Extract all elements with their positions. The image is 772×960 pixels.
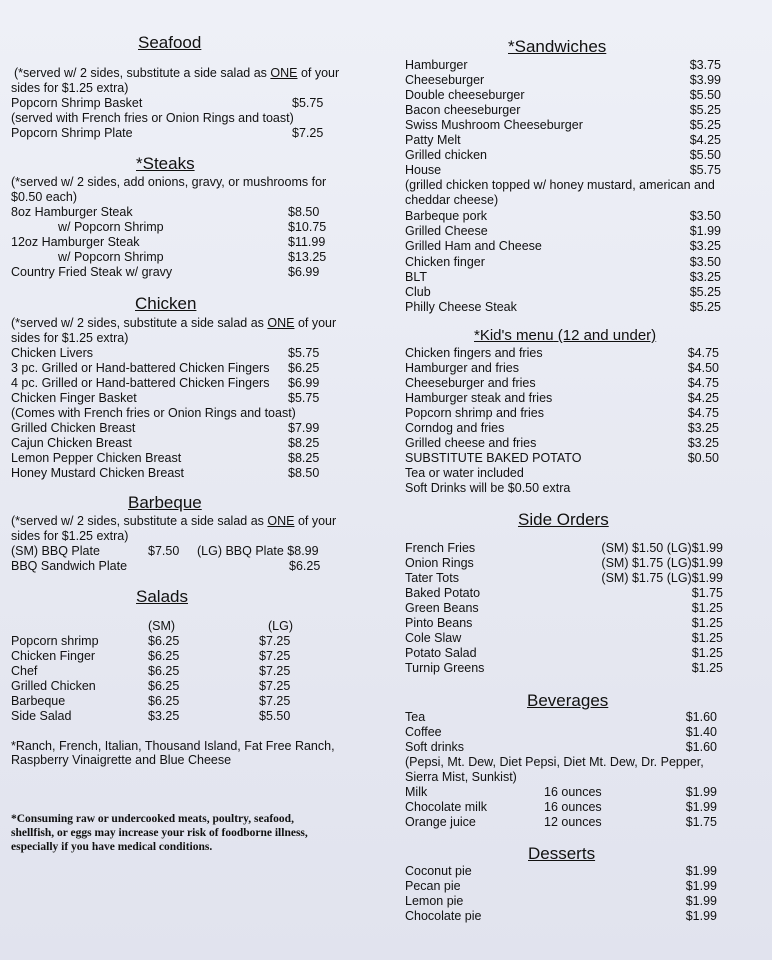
- menu-price: $1.99: [685, 909, 717, 923]
- menu-item: Barbeque: [11, 694, 66, 708]
- menu-price: $7.25: [259, 679, 291, 693]
- menu-item: Grilled Chicken: [11, 679, 96, 693]
- menu-price: $1.99: [685, 894, 717, 908]
- menu-item: Patty Melt: [405, 133, 461, 147]
- chicken-heading: Chicken: [135, 294, 197, 313]
- menu-item: Grilled cheese and fries: [405, 436, 537, 450]
- menu-item: Onion Rings: [405, 556, 474, 570]
- menu-item: (SM) BBQ Plate: [11, 544, 100, 558]
- menu-price: $1.60: [685, 710, 717, 724]
- beverage-size: 16 ounces: [544, 785, 602, 799]
- menu-price: $6.99: [288, 376, 320, 390]
- menu-item: House: [405, 163, 442, 177]
- menu-item: Hamburger: [405, 58, 468, 72]
- menu-item: (LG) BBQ Plate $8.99: [197, 544, 319, 558]
- dressing-note: *Ranch, French, Italian, Thousand Island, Fat Free Ranch,: [11, 739, 335, 753]
- menu-price: $7.25: [292, 126, 324, 140]
- salads-col-sm: (SM): [148, 619, 176, 633]
- beverage-size: 16 ounces: [544, 800, 602, 814]
- menu-item: Pecan pie: [405, 879, 461, 893]
- menu-item: Chocolate pie: [405, 909, 482, 923]
- menu-price: $8.25: [288, 451, 320, 465]
- menu-price: $1.99: [685, 879, 717, 893]
- menu-price: $3.99: [689, 73, 721, 87]
- menu-item: Double cheeseburger: [405, 88, 525, 102]
- menu-price: $13.25: [288, 250, 327, 264]
- steaks-heading: *Steaks: [136, 154, 195, 173]
- menu-price: $6.25: [148, 694, 180, 708]
- menu-price: $1.99: [685, 785, 717, 799]
- menu-price: $7.25: [259, 664, 291, 678]
- menu-price: $4.25: [689, 133, 721, 147]
- barbeque-note: (*served w/ 2 sides, substitute a side salad as ONE of your: [11, 514, 337, 528]
- menu-item: 8oz Hamburger Steak: [11, 205, 133, 219]
- menu-price: $6.99: [288, 265, 320, 279]
- menu-price: $4.50: [687, 361, 719, 375]
- barbeque-note-2: sides for $1.25 extra): [11, 529, 129, 543]
- menu-price: $1.25: [691, 631, 723, 645]
- menu-item: Green Beans: [405, 601, 479, 615]
- warning-line: especially if you have medical conditions.: [11, 841, 213, 853]
- menu-note: (served with French fries or Onion Rings and toast): [11, 111, 294, 125]
- menu-item: Orange juice: [405, 815, 476, 829]
- menu-item: Chicken finger: [405, 254, 485, 269]
- menu-item: Tater Tots: [405, 571, 459, 585]
- beverage-note-2: Sierra Mist, Sunkist): [405, 770, 517, 784]
- menu-item: Grilled Ham and Cheese: [405, 239, 542, 254]
- menu-item: Hamburger steak and fries: [405, 391, 553, 405]
- menu-price: (SM) $1.75 (LG)$1.99: [601, 571, 723, 585]
- menu-price: $1.75: [685, 815, 717, 829]
- menu-price: $3.25: [689, 269, 721, 284]
- menu-item: 4 pc. Grilled or Hand-battered Chicken Fingers: [11, 376, 270, 390]
- menu-price: $6.25: [148, 634, 180, 648]
- menu-item: Club: [405, 285, 431, 299]
- seafood-note: (*served w/ 2 sides, substitute a side salad as ONE of your: [14, 66, 340, 80]
- house-note: (grilled chicken topped w/ honey mustard, american and: [405, 178, 715, 192]
- menu-item: Country Fried Steak w/ gravy: [11, 265, 173, 279]
- menu-price: $6.25: [148, 649, 180, 663]
- menu-price: $1.25: [691, 616, 723, 630]
- menu-item: Coconut pie: [405, 864, 472, 878]
- menu-item: Barbeque pork: [405, 209, 488, 223]
- kids-note-2: Soft Drinks will be $0.50 extra: [405, 481, 571, 495]
- sandwiches-heading: *Sandwiches: [508, 37, 607, 56]
- menu-price: $1.25: [691, 601, 723, 615]
- menu-price: $3.25: [687, 436, 719, 450]
- menu-item: Lemon pie: [405, 894, 464, 908]
- menu-item: BLT: [405, 269, 427, 284]
- menu-price: $5.75: [292, 96, 324, 110]
- menu-item: Popcorn shrimp: [11, 634, 99, 648]
- menu-price: $7.25: [259, 634, 291, 648]
- menu-item: 3 pc. Grilled or Hand-battered Chicken Fingers: [11, 361, 270, 375]
- menu-item: Grilled chicken: [405, 148, 487, 162]
- menu-item: 12oz Hamburger Steak: [11, 235, 140, 249]
- menu-price: $6.25: [289, 559, 321, 573]
- menu-price: $3.50: [689, 209, 721, 223]
- menu-price: $1.25: [691, 661, 723, 675]
- salads-col-lg: (LG): [268, 619, 293, 633]
- menu-item: Popcorn Shrimp Plate: [11, 126, 133, 140]
- menu-item: SUBSTITUTE BAKED POTATO: [405, 451, 582, 465]
- seafood-heading: Seafood: [138, 33, 202, 52]
- menu-price: $7.25: [259, 694, 291, 708]
- menu-price: $1.75: [691, 586, 723, 600]
- menu-price: $11.99: [288, 235, 326, 249]
- menu-item: Milk: [405, 785, 428, 799]
- menu-item: BBQ Sandwich Plate: [11, 559, 128, 573]
- menu-price: $8.50: [288, 205, 320, 219]
- menu-item: Chicken Livers: [11, 346, 93, 360]
- steaks-note-2: $0.50 each): [11, 190, 78, 204]
- menu-item: Corndog and fries: [405, 421, 505, 435]
- menu-item: Philly Cheese Steak: [405, 300, 517, 315]
- menu-price: $4.25: [687, 391, 719, 405]
- menu-item: Chicken Finger Basket: [11, 391, 137, 405]
- menu-price: $5.50: [689, 88, 721, 102]
- menu-price: $8.25: [288, 436, 320, 450]
- menu-item: Cole Slaw: [405, 631, 462, 645]
- menu-item: Cheeseburger and fries: [405, 376, 536, 390]
- menu-item: Honey Mustard Chicken Breast: [11, 466, 184, 480]
- menu-item: w/ Popcorn Shrimp: [58, 220, 164, 234]
- menu-price: $6.25: [148, 679, 180, 693]
- beverages-heading: Beverages: [527, 691, 609, 710]
- menu-item: Chicken Finger: [11, 649, 96, 663]
- menu-price: $5.25: [689, 285, 721, 299]
- menu-price: $5.50: [259, 709, 291, 723]
- menu-item: Chef: [11, 664, 38, 678]
- menu-price: $3.25: [689, 239, 721, 254]
- menu-price: $7.99: [288, 421, 320, 435]
- barbeque-heading: Barbeque: [128, 493, 202, 512]
- menu-price: $3.25: [687, 421, 719, 435]
- menu-price: $1.40: [685, 725, 717, 739]
- menu-price: $5.25: [689, 118, 721, 132]
- menu-item: Cheeseburger: [405, 73, 485, 87]
- menu-price: $1.99: [689, 224, 721, 239]
- menu-price: $5.75: [689, 163, 721, 177]
- sides-heading: Side Orders: [518, 510, 609, 529]
- menu-item: Pinto Beans: [405, 616, 473, 630]
- menu-item: Cajun Chicken Breast: [11, 436, 132, 450]
- menu-price: $3.75: [689, 58, 721, 72]
- menu-price: $5.50: [689, 148, 721, 162]
- menu-item: Baked Potato: [405, 586, 481, 600]
- menu-price: (SM) $1.75 (LG)$1.99: [601, 556, 723, 570]
- menu-item: Bacon cheeseburger: [405, 103, 521, 117]
- menu-item: Grilled Cheese: [405, 224, 488, 239]
- menu-item: French Fries: [405, 541, 476, 555]
- menu-item: Popcorn Shrimp Basket: [11, 96, 143, 110]
- menu-item: Turnip Greens: [405, 661, 485, 675]
- menu-price: $7.25: [259, 649, 291, 663]
- salads-heading: Salads: [136, 587, 188, 606]
- kids-heading: *Kid's menu (12 and under): [474, 327, 657, 344]
- menu-item: Coffee: [405, 725, 442, 739]
- menu-item: Grilled Chicken Breast: [11, 421, 136, 435]
- chicken-note-2: sides for $1.25 extra): [11, 331, 129, 345]
- menu-item: Tea: [405, 710, 426, 724]
- menu-item: Chocolate milk: [405, 800, 487, 814]
- menu-item: Potato Salad: [405, 646, 477, 660]
- menu-item: Hamburger and fries: [405, 361, 519, 375]
- dressing-note-2: Raspberry Vinaigrette and Blue Cheese: [11, 753, 232, 767]
- house-note-2: cheddar cheese): [405, 193, 499, 207]
- menu-item: Soft drinks: [405, 740, 465, 754]
- menu-price: $4.75: [687, 346, 719, 360]
- menu-price: $6.25: [288, 361, 320, 375]
- seafood-note-2: sides for $1.25 extra): [11, 81, 129, 95]
- menu-price: $1.99: [685, 864, 717, 878]
- menu-item: Popcorn shrimp and fries: [405, 406, 544, 420]
- kids-note: Tea or water included: [405, 466, 524, 480]
- menu-item: Side Salad: [11, 709, 72, 723]
- menu-price: $3.50: [689, 254, 721, 269]
- menu-price: $5.25: [689, 300, 721, 315]
- warning-line: shellfish, or eggs may increase your risk of foodborne illness,: [11, 827, 308, 839]
- warning-line: *Consuming raw or undercooked meats, poultry, seafood,: [11, 813, 294, 825]
- beverage-note: (Pepsi, Mt. Dew, Diet Pepsi, Diet Mt. Dew, Dr. Pepper,: [405, 755, 704, 769]
- menu-item: Swiss Mushroom Cheeseburger: [405, 118, 583, 132]
- menu-price: $4.75: [687, 406, 719, 420]
- menu-note: (Comes with French fries or Onion Rings and toast): [11, 406, 296, 420]
- menu-price: $5.25: [689, 103, 721, 117]
- desserts-heading: Desserts: [528, 844, 596, 863]
- menu-price: $5.75: [288, 346, 320, 360]
- menu-price: $1.25: [691, 646, 723, 660]
- menu-item: Lemon Pepper Chicken Breast: [11, 451, 182, 465]
- beverage-size: 12 ounces: [544, 815, 602, 829]
- steaks-note: (*served w/ 2 sides, add onions, gravy, or mushrooms for: [11, 175, 327, 189]
- menu-price: $5.75: [288, 391, 320, 405]
- menu-item: w/ Popcorn Shrimp: [58, 250, 164, 264]
- menu-price: $1.60: [685, 740, 717, 754]
- menu-price: $10.75: [288, 220, 327, 234]
- menu-price: $0.50: [687, 451, 719, 465]
- menu-item: Chicken fingers and fries: [405, 346, 543, 360]
- menu-price: $7.50: [148, 544, 180, 558]
- menu-price: $4.75: [687, 376, 719, 390]
- menu-price: $6.25: [148, 664, 180, 678]
- menu-price: (SM) $1.50 (LG)$1.99: [601, 541, 723, 555]
- menu-price: $8.50: [288, 466, 320, 480]
- chicken-note: (*served w/ 2 sides, substitute a side salad as ONE of your: [11, 316, 337, 330]
- menu-price: $1.99: [685, 800, 717, 814]
- menu-price: $3.25: [148, 709, 180, 723]
